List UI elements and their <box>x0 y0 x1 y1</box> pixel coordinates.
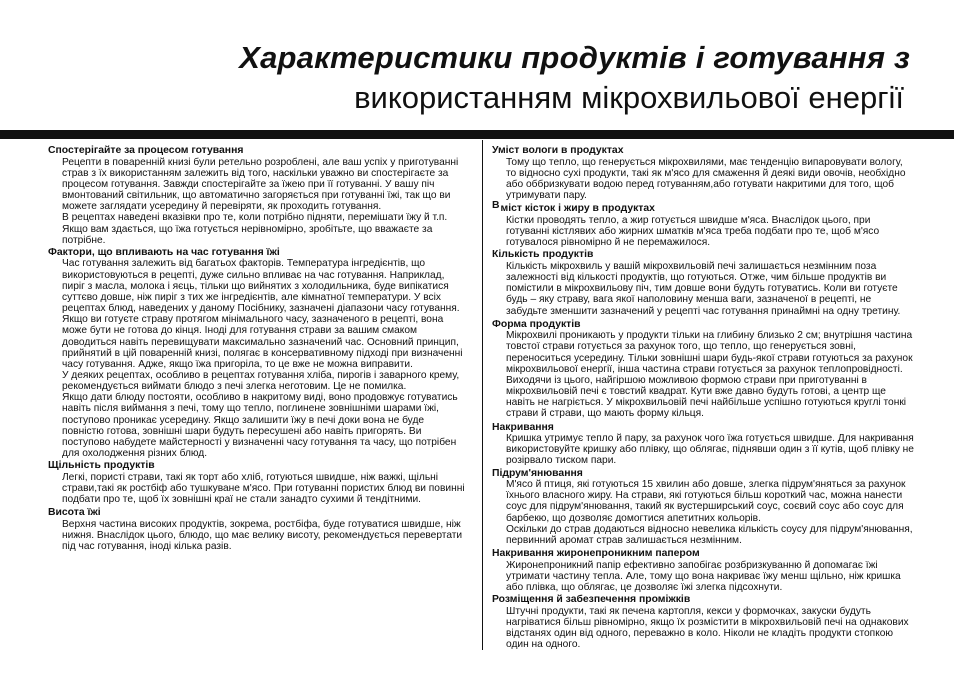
section-paragraph: Тому що тепло, що генерується мікрохвилями, має тенденцію випаровувати вологу, то відносно сухі продукти, такі як м'ясо для смаження й деякі види овочів, необхідно або оббризкувати водою перед готуванням,або готувати накритими для того, щоб утримувати пару. <box>506 156 906 202</box>
section-heading: Накривання жиронепроникним папером <box>492 548 700 560</box>
section-shape <box>492 319 914 420</box>
section-paragraph: Якщо дати блюду постояти, особливо в накритому виді, воно продовжує готуватись навіть після виймання з печі, тому що тепло, поглинене зовнішніми шарами їжі, поступово проникає усередину. Якщо залишити їжу в печі доки вона не буде повністю готова, зовнішні шари будуть пересушені або навіть пригорять. Ви поступово набудете майстерності у визначенні часу готування та часу, що потрібен для охолодження різних блюд. <box>62 392 458 460</box>
section-paragraph: Час готування залежить від багатьох факторів. Температура інгредієнтів, що використовуються в рецепті, дуже сильно впливає на час готування. Наприклад, пиріг з масла, молока і яєць, тільки що вийнятих з холодильника, буде випікатися суттєво довше, ніж пиріг з тих же інгредієнтів, але кімнатної температури. У всіх рецептах блюд, наведених у даному Посібнику, зазначені діапазони часу готування. Якщо ви готуєте страву протягом мінімального часу, зазначеного в рецепті, вона може бути не готова до кінця. Іноді для готування страви за вашим смаком доводиться навіть перевищувати максимально зазначений час. Основний принцип, прийнятий в цій поваренній книзі, полягає в консервативному підході при визначенні часу готування. Адже, якщо їжа пригоріла, то це вже не можна виправити. <box>62 258 463 370</box>
section-paragraph: Мікрохвилі проникають у продукти тільки на глибину близько 2 см; внутрішня частина товстої страви готується за рахунок того, що тепло, що генерується зовні, переноситься усередину. Тільки зовнішні шари будь-якої страви готуються за рахунок мікрохвильової енергії, інша частина страви готується за рахунок теплопровідності. Виходячи із цього, найгіршою можливою формою страви при приготуванні в мікрохвильовій печі є товстий квадрат. Кути вже давно будуть готові, а центр ще навіть не нагріється. У мікрохвильовій печі найбільше успішно готуються круглі тонкі страви й страви, що мають форму кільця. <box>506 330 913 420</box>
header-rule <box>0 130 954 139</box>
heading-text: міст кісток і жиру в продуктах <box>500 203 655 215</box>
section-heading: Форма продуктів <box>492 318 581 330</box>
section-spacing <box>492 594 914 650</box>
section-covering <box>492 422 914 467</box>
left-column <box>48 145 468 553</box>
section-heading: Підрум'янювання <box>492 467 583 479</box>
section-paragraph: М'ясо й птиця, які готуються 15 хвилин або довше, злегка підрум'яняться за рахунок їхнього власного жиру. На страви, які готуються більш короткий час, можна нанести соус для підрум'янювання, такий як вустерширський соус, соєвий соус або соус для барбекю, що дозволяє домогтися апетитних кольорів. <box>506 479 906 524</box>
section-heading: Висота їжі <box>48 507 101 519</box>
section-moisture <box>492 145 914 201</box>
section-heading <box>492 200 914 215</box>
section-bones-fat <box>492 200 914 249</box>
column-divider <box>482 140 483 650</box>
section-paragraph: Штучні продукти, такі як печена картопля, кекси у формочках, закуски будуть нагріватися більш рівномірно, якщо їх розмістити в мікрохвильовій печі на однакових відстанях один від одного, переважно в коло. Ніколи не кладіть продукти стопкою один на одного. <box>506 605 909 651</box>
section-quantity <box>492 249 914 316</box>
section-food-height <box>48 507 468 552</box>
section-paragraph: Кількість мікрохвиль у вашій мікрохвильовій печі залишається незмінним поза залежності від кількості продуктів, що готуються. Отже, чим більше продуктів ви помістили в мікрохвильову піч, тим довше вони будуть готуватись. Коли ви готуєте будь – яку страву, вага якої наполовину менша ваги, зазначеної в рецепті, не забудьте зменшити зазначений у рецепті час готування принаймні на одну третину. <box>506 260 901 317</box>
section-watch-cooking <box>48 145 468 246</box>
section-paragraph: Верхня частина високих продуктів, зокрема, ростбіфа, буде готуватися швидше, ніж нижня. Внаслідок цього, блюдо, що має велику висоту, рекомендується перевертати під час готування, іноді кілька разів. <box>62 518 463 553</box>
section-heading: Фактори, що впливають на час готування їжі <box>48 246 280 258</box>
section-paragraph: Жиронепроникний папір ефективно запобігає розбризкуванню й допомагає їжі утримати частину тепла. Але, тому що вона накриває їжу менш щільно, ніж кришка або плівка, що облягає, це дозволяє їжі злегка підсохнути. <box>506 559 901 593</box>
section-heading: Уміст вологи в продуктах <box>492 145 624 156</box>
section-paragraph: У деяких рецептах, особливо в рецептах готування хліба, пирогів і заварного крему, рекомендується виймати блюдо з печі злегка неготовим. Це не помилка. <box>62 370 460 393</box>
section-paragraph: Кістки проводять тепло, а жир готується швидше м'яса. Внаслідок цього, при готуванні кістлявих або жирних шматків м'яса треба подбати про те, щоб м'ясо готувалося рівномірно й не перемажилося. <box>506 214 880 249</box>
page-title: Характеристики продуктів і готування з <box>239 40 910 75</box>
section-paragraph: Оскільки до страв додаються відносно невелика кількість соусу для підрум'янювання, первинний аромат страв залишається незмінним. <box>506 523 913 546</box>
page-subtitle: використанням мікрохвильової енергії <box>354 80 904 115</box>
section-paragraph: Рецепти в поваренній книзі були ретельно розроблені, але ваш успіх у приготуванні страв з їх використанням залежить від того, наскільки уважно ви спостерігаєте за процесом готування. Завжди спостерігайте за їжею при її готуванні. У вашу піч вмонтований світильник, що автоматично загоряється при готуванні їжі, так що ви можете заглядати усередину й перевіряти, як проходить готування. <box>62 156 459 213</box>
section-food-density <box>48 460 468 505</box>
section-heading: Кількість продуктів <box>492 249 594 261</box>
right-column <box>492 145 914 651</box>
section-paragraph: В рецептах наведені вказівки про те, коли потрібно підняти, перемішати їжу й т.п. Якщо вам здається, що їжа готується нерівномірно, зробітьте, що вважаєте за потрібне. <box>62 212 448 246</box>
heading-initial: В <box>492 200 500 212</box>
section-cooking-factors <box>48 247 468 459</box>
section-browning <box>492 468 914 547</box>
section-paragraph: Кришка утримує тепло й пару, за рахунок чого їжа готується швидше. Для накривання використовуйте кришку або плівку, що облягає, піднявши один з її кутів, щоб плівку не розірвало тиском пари. <box>506 433 914 467</box>
section-paragraph: Легкі, пористі страви, такі як торт або хліб, готуються швидше, ніж важкі, щільні страви,такі як ростбіф або тушкуване м'ясо. При готуванні пористих блюд ви повинні подбати про те, щоб їх зовнішні краї не стали занадто сухими й тендітними. <box>62 471 465 506</box>
section-heading: Розміщення й забезпечення проміжків <box>492 594 691 606</box>
section-heading: Накривання <box>492 421 554 433</box>
section-heading: Спостерігайте за процесом готування <box>48 145 244 156</box>
section-heading: Щільність продуктів <box>48 460 155 472</box>
section-greaseproof-paper <box>492 548 914 593</box>
